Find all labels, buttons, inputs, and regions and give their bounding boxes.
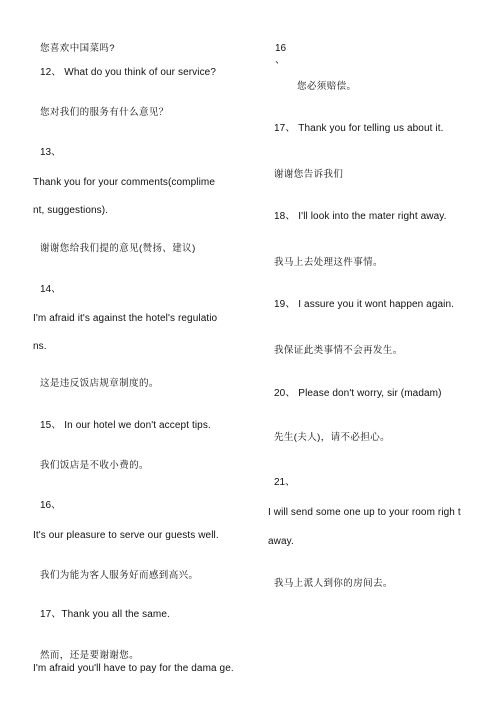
text-line: 我马上去处理这件事情。 [274,257,383,268]
text-line: 您喜欢中国菜吗? [40,43,115,54]
text-line: 我们为能为客人服务好而感到高兴。 [40,570,199,581]
text-line: 18、 I'll look into the mater right away. [274,211,447,222]
text-line: 、 [275,55,285,66]
text-line: 17、Thank you all the same. [40,609,170,620]
text-line: away. [268,536,294,547]
text-line: 16 [275,43,287,54]
text-line: 20、 Please don't worry, sir (madam) [274,388,442,399]
text-line: 先生(夫人)，请不必担心。 [274,432,391,443]
right-column [262,0,500,708]
text-line: 我马上派人到你的房间去。 [274,578,393,589]
text-line: 然而，还是要谢谢您。 [40,650,140,661]
text-line: nt, suggestions). [33,205,109,216]
text-line: 谢谢您告诉我们 [274,169,344,180]
text-line: 21、 [274,477,296,488]
text-line: 您对我们的服务有什么意见？ [40,107,169,118]
text-line: 我保证此类事情不会再发生。 [274,345,403,356]
text-line: 14、 [40,284,62,295]
text-line: 您必须赔偿。 [297,81,357,92]
text-line: 我们饭店是不收小费的。 [40,460,149,471]
text-line: 19、 I assure you it wont happen again. [274,299,455,310]
text-line: I'm afraid you'll have to pay for the dama ge. [33,663,234,674]
text-line: 这是违反饭店规章制度的。 [40,378,159,389]
text-line: 16、 [40,500,62,511]
text-line: It's our pleasure to serve our guests well. [33,530,219,541]
text-line: ns. [33,341,47,352]
text-line: 12、 What do you think of our service? [40,67,217,78]
text-line: 谢谢您给我们提的意见(赞扬、建议) [40,243,196,254]
text-line: Thank you for your comments(complime [33,177,215,188]
text-line: I will send some one up to your room righ t [268,507,461,518]
text-line: I'm afraid it's against the hotel's regulatio [33,313,218,324]
text-line: 13、 [40,147,62,158]
text-line: 15、 In our hotel we don't accept tips. [40,420,211,431]
text-line: 17、 Thank you for telling us about it. [274,123,444,134]
